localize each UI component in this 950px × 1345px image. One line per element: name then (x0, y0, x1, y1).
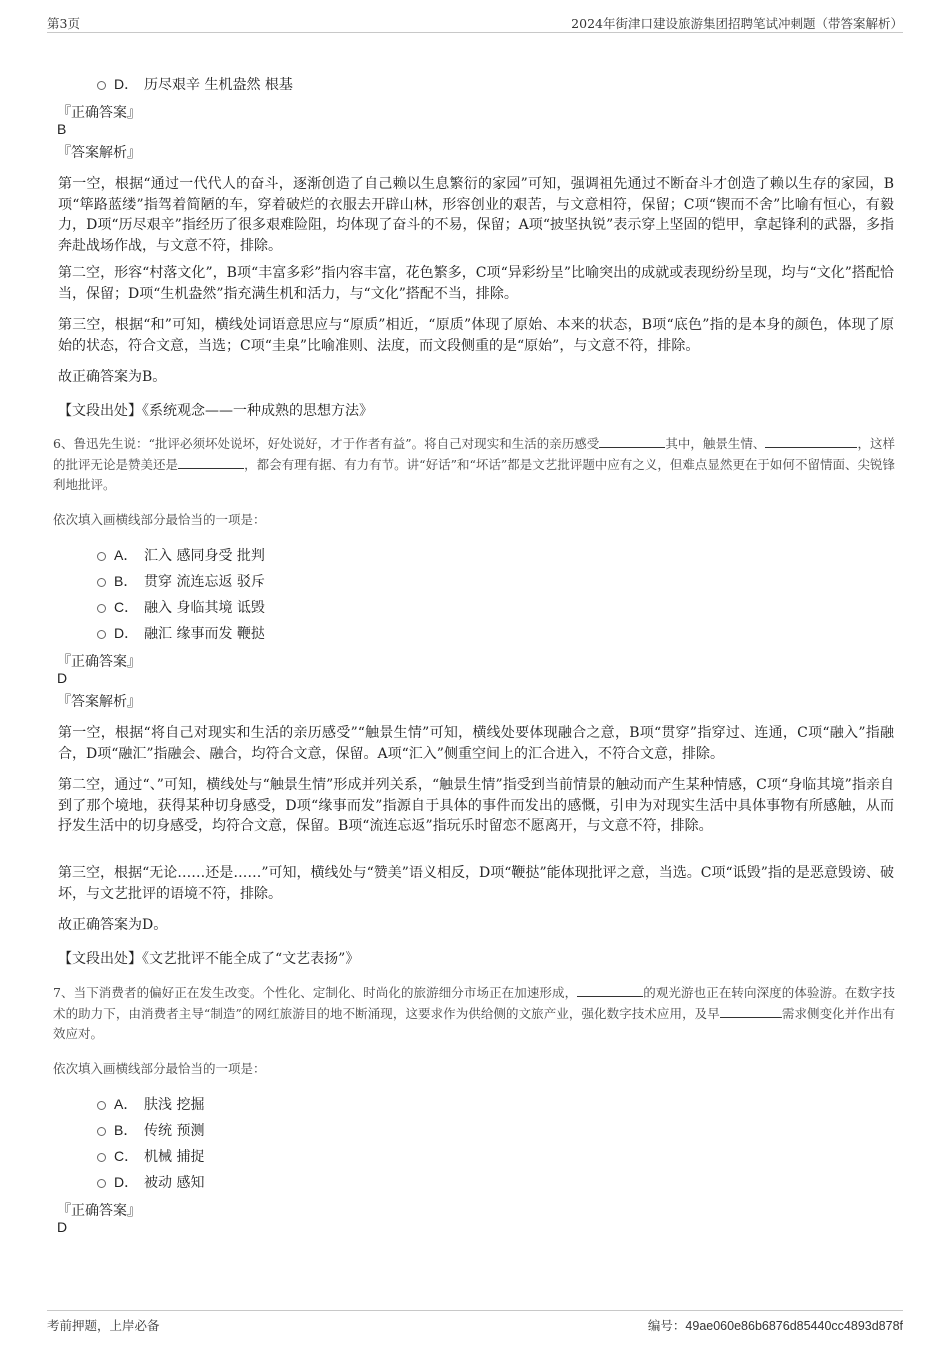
page-header (47, 14, 903, 33)
question-text: ，这样的批评无论是赞美还是 (53, 436, 895, 472)
q5-analysis-label: 『答案解析』 (57, 145, 141, 161)
question-text: 7、当下消费者的偏好正在发生改变。个性化、定制化、时尚化的旅游细分市场正在加速形成， (53, 985, 578, 1000)
radio-icon[interactable] (97, 578, 106, 587)
option-text: 历尽艰辛 生机盎然 根基 (144, 77, 293, 93)
option-letter: D． (114, 625, 139, 641)
source-title: 《系统观念——一种成熟的思想方法》 (142, 403, 373, 419)
q6-conclusion: 故正确答案为D。 (58, 917, 168, 933)
q6-correct-answer-label: 『正确答案』 (57, 654, 141, 670)
option-letter: C． (114, 1148, 139, 1164)
source-label: 【文段出处】 (58, 951, 142, 967)
q7-instruction: 依次填入画横线部分最恰当的一项是： (53, 1061, 266, 1076)
question-text: 的观光游也正在转向深度的体验游。在数字技术的助力下，由消费者主导“制造”的网红旅游目的地不断涌现，这要求作为供给侧的文旅产业，强化数字技术应用，及早 (53, 985, 895, 1021)
answer-blank (720, 1004, 782, 1018)
page-number: 第3页 (47, 16, 80, 31)
radio-icon[interactable] (97, 81, 106, 90)
footer-slogan: 考前押题，上岸必备 (47, 1318, 160, 1333)
answer-blank (178, 455, 244, 469)
q6-analysis-para-2: 第二空，通过“、”可知，横线处与“触景生情”形成并列关系，“触景生情”指受到当前情景的触动而产生某种情感，C项“身临其境”指亲自到了那个境地，获得某种切身感受，D项“缘事而发”指源自于具体的事件而发出的感慨，引申为对现实生活中具体事物有所感触，从而抒发生活中的切身感受，均符合文意，保留。B项“流连忘返”指玩乐时留恋不愿离开，与文意不符，排除。 (58, 777, 894, 834)
q6-option-d[interactable] (97, 623, 265, 643)
option-text: 被动 感知 (144, 1175, 205, 1191)
q6-option-a[interactable] (97, 545, 265, 565)
q5-analysis-para-2: 第二空，形容“村落文化”，B项“丰富多彩”指内容丰富，花色繁多，C项“异彩纷呈”比喻突出的成就或表现纷纷呈现，均与“文化”搭配恰当，保留；D项“生机盎然”指充满生机和活力，与“文化”搭配不当，排除。 (58, 265, 894, 302)
option-text: 融汇 缘事而发 鞭挞 (144, 626, 265, 642)
option-letter: B． (114, 1122, 138, 1138)
answer-blank (765, 434, 857, 448)
radio-icon[interactable] (97, 552, 106, 561)
option-text: 机械 捕捉 (144, 1149, 205, 1165)
q6-option-c[interactable] (97, 597, 265, 617)
q7-question (53, 983, 895, 1045)
q5-conclusion: 故正确答案为B。 (58, 369, 167, 385)
document-title: 2024年街津口建设旅游集团招聘笔试冲刺题（带答案解析） (571, 16, 903, 31)
q7-option-d[interactable] (97, 1172, 204, 1192)
question-text: 6、鲁迅先生说：“批评必须坏处说坏，好处说好，才于作者有益”。将自己对现实和生活的亲历感受 (53, 436, 600, 451)
q6-instruction: 依次填入画横线部分最恰当的一项是： (53, 512, 266, 527)
option-letter: B． (114, 573, 138, 589)
question-text: ，都会有理有据、有力有节。讲“好话”和“坏话”都是文艺批评题中应有之义，但难点显然更在于如何不留情面、尖锐锋利地批评。 (53, 456, 895, 492)
option-letter: D． (114, 1174, 139, 1190)
radio-icon[interactable] (97, 1179, 106, 1188)
radio-icon[interactable] (97, 630, 106, 639)
option-text: 汇入 感同身受 批判 (144, 548, 265, 564)
option-letter: C． (114, 599, 139, 615)
source-label: 【文段出处】 (58, 403, 142, 419)
q7-option-b[interactable] (97, 1120, 204, 1140)
source-title: 《文艺批评不能全成了“文艺表扬”》 (142, 951, 360, 967)
q6-analysis-para-1: 第一空，根据“将自己对现实和生活的亲历感受”“触景生情”可知，横线处要体现融合之意，B项“贯穿”指穿过、连通，C项“融入”指融合，D项“融汇”指融会、融合，均符合文意，保留。A项“汇入”侧重空间上的汇合进入，不符合文意，排除。 (58, 725, 894, 762)
option-text: 传统 预测 (144, 1123, 205, 1139)
q5-correct-answer: B (57, 121, 67, 137)
question-text: 其中，触景生情、 (665, 436, 766, 451)
answer-blank (599, 434, 665, 448)
option-text: 肤浅 挖掘 (144, 1097, 205, 1113)
option-letter: A． (114, 1096, 138, 1112)
q7-option-a[interactable] (97, 1094, 204, 1114)
q7-correct-answer: D (57, 1219, 68, 1235)
radio-icon[interactable] (97, 1153, 106, 1162)
option-letter: D． (114, 76, 139, 92)
option-text: 贯穿 流连忘返 驳斥 (144, 574, 265, 590)
q5-source (58, 400, 373, 420)
q5-analysis-para-3: 第三空，根据“和”可知，横线处词语意思应与“原质”相近，“原质”体现了原始、本来的状态，B项“底色”指的是本身的颜色，体现了原始的状态，符合文意，当选；C项“圭臬”比喻准则、法度，而文段侧重的是“原始”，与文意不符，排除。 (58, 317, 894, 354)
option-letter: A． (114, 547, 138, 563)
q6-analysis-label: 『答案解析』 (57, 694, 141, 710)
option-text: 融入 身临其境 诋毁 (144, 600, 265, 616)
q5-option-d[interactable] (97, 74, 293, 94)
radio-icon[interactable] (97, 604, 106, 613)
q5-correct-answer-label: 『正确答案』 (57, 105, 141, 121)
q6-analysis-para-3: 第三空，根据“无论……还是……”可知，横线处与“赞美”语义相反，D项“鞭挞”能体现批评之意，当选。C项“诋毁”指的是恶意毁谤、破坏，与文艺批评的语境不符，排除。 (58, 865, 894, 902)
radio-icon[interactable] (97, 1101, 106, 1110)
code-value: 49ae060e86b6876d85440cc4893d878f (685, 1319, 903, 1333)
q7-correct-answer-label: 『正确答案』 (57, 1203, 141, 1219)
q6-source (58, 948, 359, 968)
q5-analysis-para-1: 第一空，根据“通过一代代人的奋斗，逐渐创造了自己赖以生息繁衍的家园”可知，强调祖先通过不断奋斗才创造了赖以生存的家园，B项“筚路蓝缕”指驾着简陋的车，穿着破烂的衣服去开辟山林，形容创业的艰苦，与文意相符，保留；C项“锲而不舍”比喻有恒心，有毅力，D项“历尽艰辛”指经历了很多艰难险阻，均体现了奋斗的不易，保留；A项“披坚执锐”表示穿上坚固的铠甲，拿起锋利的武器，多指奔赴战场作战，与文意不符，排除。 (58, 176, 894, 254)
q6-option-b[interactable] (97, 571, 265, 591)
q7-option-c[interactable] (97, 1146, 204, 1166)
document-code (648, 1316, 903, 1334)
q6-question (53, 434, 895, 496)
answer-blank (577, 983, 643, 997)
radio-icon[interactable] (97, 1127, 106, 1136)
question-text: 需求侧变化并作出有效应对。 (53, 1005, 895, 1041)
q6-correct-answer: D (57, 670, 68, 686)
code-label: 编号： (647, 1318, 686, 1333)
page-footer (47, 1310, 903, 1333)
